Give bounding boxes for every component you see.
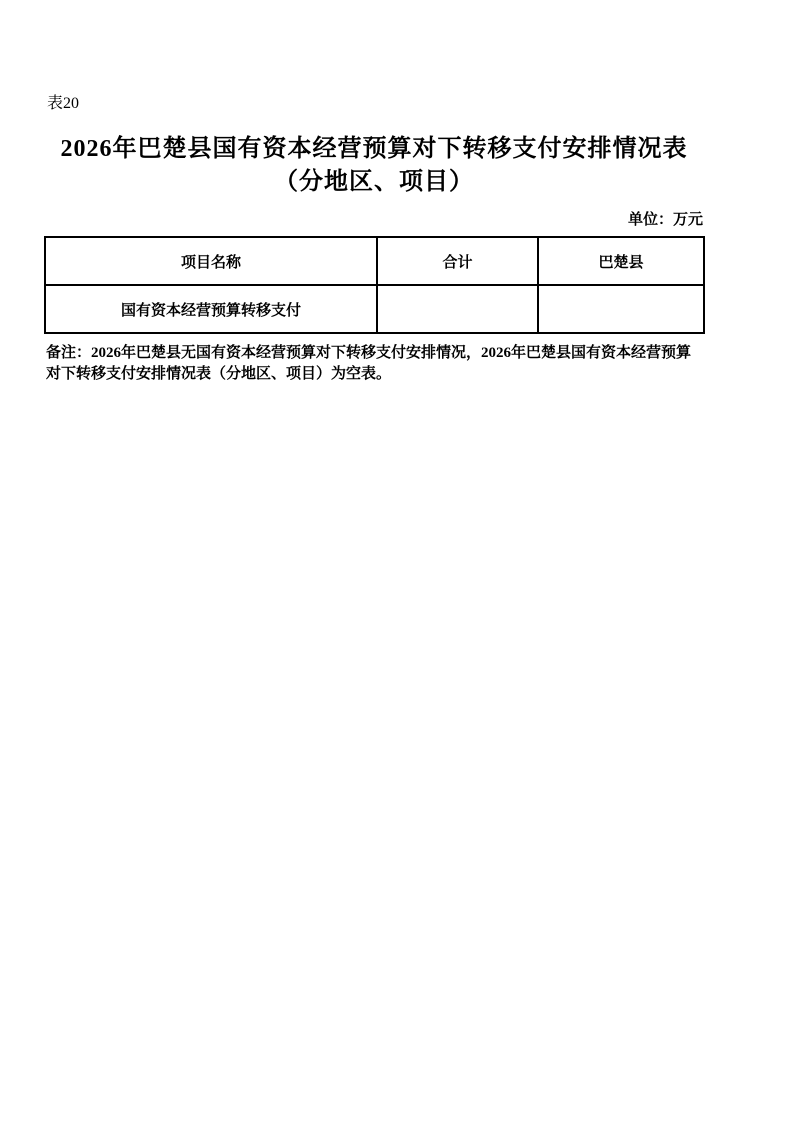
note: 备注：2026年巴楚县无国有资本经营预算对下转移支付安排情况，2026年巴楚县国有资本经营预算对下转移支付安排情况表（分地区、项目）为空表。	[46, 345, 692, 382]
cell-bachu-county	[538, 285, 704, 333]
budget-table	[44, 236, 705, 334]
column-header-project-name: 项目名称	[45, 237, 377, 285]
cell-total	[377, 285, 538, 333]
column-header-bachu-county: 巴楚县	[538, 237, 704, 285]
header-row	[45, 237, 704, 285]
cell-project-name: 国有资本经营预算转移支付	[45, 285, 377, 333]
table-row	[45, 285, 704, 333]
column-header-total: 合计	[377, 237, 538, 285]
page-title-line2: （分地区、项目）	[274, 169, 474, 195]
page-title-line1: 2026年巴楚县国有资本经营预算对下转移支付安排情况表	[60, 136, 688, 162]
unit-label: 单位：万元	[627, 212, 703, 228]
table-number-label: 表20	[47, 95, 80, 112]
page-title	[45, 133, 703, 199]
